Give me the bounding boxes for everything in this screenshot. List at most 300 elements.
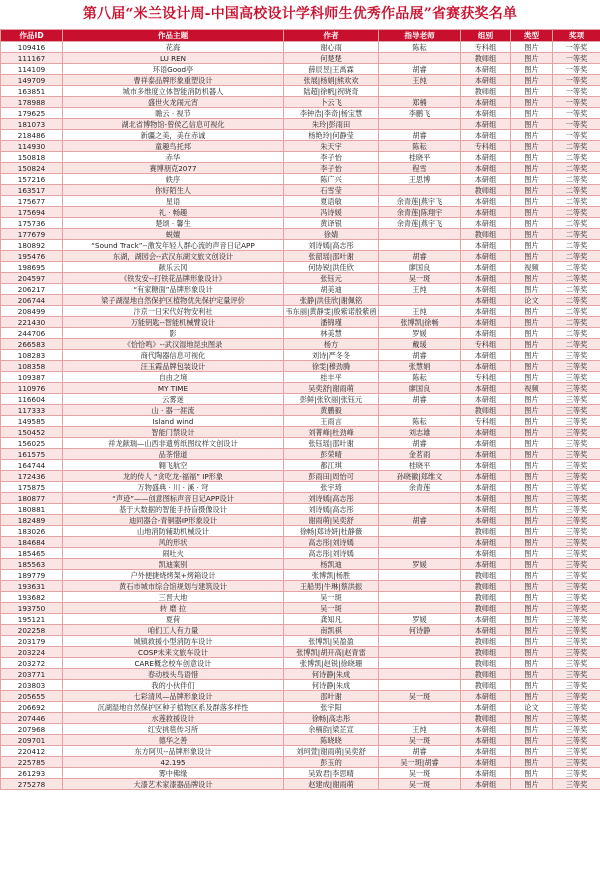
cell-id: 206217 <box>1 284 63 295</box>
header-type: 类型 <box>511 30 553 42</box>
cell-type: 图片 <box>511 581 553 592</box>
cell-teacher <box>379 86 461 97</box>
cell-teacher <box>379 570 461 581</box>
cell-award: 三等奖 <box>553 669 600 680</box>
cell-theme: 花海 <box>63 42 284 53</box>
cell-award: 三等奖 <box>553 647 600 658</box>
table-row <box>1 383 600 394</box>
cell-award: 三等奖 <box>553 691 600 702</box>
table-row <box>1 229 600 240</box>
cell-id: 181073 <box>1 119 63 130</box>
cell-id: 150452 <box>1 427 63 438</box>
table-row <box>1 174 600 185</box>
cell-group: 本研组 <box>461 427 511 438</box>
cell-theme: 城市多维度立体智能消防机器人 <box>63 86 284 97</box>
cell-award: 三等奖 <box>553 603 600 614</box>
cell-theme: 迪同器合-青铜器IP形象设计 <box>63 515 284 526</box>
table-row <box>1 449 600 460</box>
cell-group: 教师组 <box>461 86 511 97</box>
cell-theme: 曹祥泰品牌形象重塑设计 <box>63 75 284 86</box>
cell-id: 185465 <box>1 548 63 559</box>
cell-author: 谢心雨 <box>284 42 379 53</box>
cell-group: 本研组 <box>461 64 511 75</box>
table-row <box>1 636 600 647</box>
cell-id: 193682 <box>1 592 63 603</box>
cell-author: 刘诗|严冬冬 <box>284 350 379 361</box>
cell-author: 刘菁峰|杜劲峰 <box>284 427 379 438</box>
table-row <box>1 372 600 383</box>
cell-award: 三等奖 <box>553 680 600 691</box>
table-row <box>1 779 600 790</box>
cell-teacher <box>379 53 461 64</box>
cell-award: 三等奖 <box>553 394 600 405</box>
cell-award: 三等奖 <box>553 372 600 383</box>
cell-group: 本研组 <box>461 284 511 295</box>
cell-group: 本研组 <box>461 196 511 207</box>
cell-teacher: 胡睿 <box>379 438 461 449</box>
table-row <box>1 493 600 504</box>
cell-author: 谢雨萌|吴奕舒 <box>284 515 379 526</box>
cell-type: 图片 <box>511 746 553 757</box>
cell-group: 本研组 <box>461 515 511 526</box>
cell-group: 本研组 <box>461 559 511 570</box>
cell-id: 180877 <box>1 493 63 504</box>
cell-teacher: 廖国良 <box>379 262 461 273</box>
cell-theme: “声迹”——创意图标声音日记APP设计 <box>63 493 284 504</box>
cell-theme: COSP未来文旅车设计 <box>63 647 284 658</box>
cell-type: 图片 <box>511 735 553 746</box>
cell-theme: 轶序 <box>63 174 284 185</box>
cell-theme: 红安挑毯传习所 <box>63 724 284 735</box>
cell-author: 何楚楚 <box>284 53 379 64</box>
cell-group: 教师组 <box>461 526 511 537</box>
cell-group: 本研组 <box>461 119 511 130</box>
cell-type: 图片 <box>511 592 553 603</box>
cell-group: 本研组 <box>461 724 511 735</box>
table-header-row <box>1 30 600 42</box>
cell-award: 一等奖 <box>553 119 600 130</box>
cell-teacher: 胡睿 <box>379 515 461 526</box>
cell-award: 一等奖 <box>553 108 600 119</box>
cell-id: 195476 <box>1 251 63 262</box>
cell-group: 本研组 <box>461 317 511 328</box>
cell-award: 三等奖 <box>553 548 600 559</box>
cell-id: 156025 <box>1 438 63 449</box>
cell-group: 本研组 <box>461 482 511 493</box>
cell-teacher: 程雪 <box>379 163 461 174</box>
table-row <box>1 702 600 713</box>
cell-teacher <box>379 592 461 603</box>
cell-theme: 云雾迷 <box>63 394 284 405</box>
cell-author: 黄鹏毅 <box>284 405 379 416</box>
cell-group: 本研组 <box>461 152 511 163</box>
cell-group: 教师组 <box>461 636 511 647</box>
cell-award: 二等奖 <box>553 251 600 262</box>
cell-type: 图片 <box>511 53 553 64</box>
cell-type: 图片 <box>511 559 553 570</box>
cell-id: 193631 <box>1 581 63 592</box>
cell-teacher: 胡睿 <box>379 394 461 405</box>
cell-teacher: 王纯 <box>379 724 461 735</box>
cell-type: 图片 <box>511 405 553 416</box>
cell-id: 184684 <box>1 537 63 548</box>
table-row <box>1 537 600 548</box>
cell-award: 三等奖 <box>553 746 600 757</box>
cell-author: 何诗静|朱成 <box>284 669 379 680</box>
table-row <box>1 735 600 746</box>
cell-teacher <box>379 647 461 658</box>
cell-group: 本研组 <box>461 394 511 405</box>
cell-type: 图片 <box>511 658 553 669</box>
cell-theme: 风的形状 <box>63 537 284 548</box>
cell-group: 专科组 <box>461 416 511 427</box>
cell-theme: 龙的传人 “贪吃龙-福福” IP形象 <box>63 471 284 482</box>
cell-theme: 瞻云 · 视节 <box>63 108 284 119</box>
cell-theme: 咱们工人有力量 <box>63 625 284 636</box>
cell-award: 三等奖 <box>553 427 600 438</box>
cell-author: 张博凯|胡开高|赵青雷 <box>284 647 379 658</box>
cell-type: 图片 <box>511 691 553 702</box>
table-row <box>1 284 600 295</box>
cell-author: 张钰元 <box>284 273 379 284</box>
cell-author: 张博凯|赵锐|徐晓珊 <box>284 658 379 669</box>
cell-author: 彭荣晴 <box>284 449 379 460</box>
cell-id: 203224 <box>1 647 63 658</box>
cell-theme: 转 磨 拉 <box>63 603 284 614</box>
table-row <box>1 328 600 339</box>
cell-group: 本研组 <box>461 97 511 108</box>
cell-award: 一等奖 <box>553 97 600 108</box>
cell-award: 三等奖 <box>553 592 600 603</box>
cell-type: 图片 <box>511 647 553 658</box>
cell-type: 图片 <box>511 504 553 515</box>
cell-id: 161575 <box>1 449 63 460</box>
table-row <box>1 724 600 735</box>
cell-author: 夏语敏 <box>284 196 379 207</box>
cell-award: 一等奖 <box>553 42 600 53</box>
cell-award: 三等奖 <box>553 724 600 735</box>
cell-theme: 智能门禁设计 <box>63 427 284 438</box>
cell-type: 图片 <box>511 372 553 383</box>
cell-id: 221430 <box>1 317 63 328</box>
cell-theme: 童趣鸟托邦 <box>63 141 284 152</box>
cell-group: 本研组 <box>461 130 511 141</box>
cell-id: 180892 <box>1 240 63 251</box>
cell-teacher: 金茗雨 <box>379 449 461 460</box>
cell-theme: 你好陌生人 <box>63 185 284 196</box>
cell-theme: 沉湖湿地自然保护区种子植物区系及群落多样性 <box>63 702 284 713</box>
table-row <box>1 306 600 317</box>
cell-teacher <box>379 119 461 130</box>
cell-award: 三等奖 <box>553 493 600 504</box>
cell-type: 图片 <box>511 97 553 108</box>
cell-group: 本研组 <box>461 328 511 339</box>
cell-theme: 品茶惜道 <box>63 449 284 460</box>
cell-author: 潘锦瑾 <box>284 317 379 328</box>
cell-award: 三等奖 <box>553 460 600 471</box>
cell-id: 189779 <box>1 570 63 581</box>
cell-teacher: 郑楠 <box>379 97 461 108</box>
cell-teacher: 桂晓平 <box>379 460 461 471</box>
cell-type: 图片 <box>511 680 553 691</box>
table-row <box>1 570 600 581</box>
table-row <box>1 130 600 141</box>
cell-group: 本研组 <box>461 295 511 306</box>
cell-type: 图片 <box>511 471 553 482</box>
cell-group: 本研组 <box>461 174 511 185</box>
cell-id: 109416 <box>1 42 63 53</box>
cell-id: 208499 <box>1 306 63 317</box>
cell-author: 桂丰平 <box>284 372 379 383</box>
cell-author: 张宇阳 <box>284 702 379 713</box>
cell-teacher <box>379 405 461 416</box>
cell-teacher <box>379 537 461 548</box>
cell-theme: 万物盛典 · 川 · 溪 · 穹 <box>63 482 284 493</box>
cell-group: 本研组 <box>461 702 511 713</box>
cell-award: 二等奖 <box>553 240 600 251</box>
cell-id: 110976 <box>1 383 63 394</box>
cell-type: 图片 <box>511 548 553 559</box>
cell-teacher <box>379 240 461 251</box>
cell-group: 教师组 <box>461 185 511 196</box>
cell-id: 225785 <box>1 757 63 768</box>
cell-teacher: 陈耘 <box>379 416 461 427</box>
cell-award: 二等奖 <box>553 141 600 152</box>
cell-author: 南凯祺 <box>284 625 379 636</box>
cell-theme: 户外便捷烧烤架+烤箱设计 <box>63 570 284 581</box>
table-row <box>1 669 600 680</box>
cell-id: 109387 <box>1 372 63 383</box>
cell-theme: 环语Good亭 <box>63 64 284 75</box>
cell-id: 177679 <box>1 229 63 240</box>
cell-teacher <box>379 295 461 306</box>
cell-author: 杨方 <box>284 339 379 350</box>
cell-author: 韦东丽|黄静雯|殷紫诺殷紫函 <box>285 306 377 316</box>
cell-teacher <box>379 636 461 647</box>
cell-theme: Island wind <box>63 416 284 427</box>
cell-theme: 黄石市城市综合馆规划与建筑设计 <box>63 581 284 592</box>
cell-teacher: 吴一斑 <box>379 735 461 746</box>
cell-award: 一等奖 <box>553 130 600 141</box>
cell-type: 视频 <box>511 262 553 273</box>
cell-teacher: 王纯 <box>379 306 461 317</box>
cell-type: 图片 <box>511 229 553 240</box>
table-body <box>1 42 600 790</box>
cell-theme: 《恰恰鸣》--武汉湿地昆虫图录 <box>63 339 284 350</box>
cell-type: 图片 <box>511 42 553 53</box>
cell-author: 王雨言 <box>284 416 379 427</box>
table-row <box>1 438 600 449</box>
cell-award: 二等奖 <box>553 273 600 284</box>
cell-theme: 闹吐火 <box>63 548 284 559</box>
cell-theme: LU REN <box>63 53 284 64</box>
table-row <box>1 163 600 174</box>
cell-theme: 梁子湖湿地自然保护区植物优先保护定量评价 <box>63 295 284 306</box>
cell-award: 三等奖 <box>553 482 600 493</box>
cell-type: 图片 <box>511 251 553 262</box>
cell-teacher: 罗媛 <box>379 614 461 625</box>
cell-theme: 山地消防辅助机械设计 <box>63 526 284 537</box>
cell-author: 刘诗嫣|高志彤 <box>284 493 379 504</box>
cell-author: 彭雨田|周怡可 <box>284 471 379 482</box>
cell-teacher: 胡睿 <box>379 746 461 757</box>
cell-theme: “有家糖面”品牌形象设计 <box>63 284 284 295</box>
cell-award: 三等奖 <box>553 537 600 548</box>
cell-group: 本研组 <box>461 460 511 471</box>
cell-id: 202258 <box>1 625 63 636</box>
cell-author: 张展|杨娟|熊欢欢 <box>284 75 379 86</box>
cell-theme: 赤华 <box>63 152 284 163</box>
cell-award: 二等奖 <box>553 163 600 174</box>
cell-award: 一等奖 <box>553 64 600 75</box>
cell-theme: 基于大数据的智能手持盲摄像设计 <box>63 504 284 515</box>
cell-type: 图片 <box>511 339 553 350</box>
cell-teacher: 余青莲|燕宇飞 <box>379 196 461 207</box>
cell-group: 本研组 <box>461 163 511 174</box>
table-row <box>1 427 600 438</box>
cell-group: 本研组 <box>461 218 511 229</box>
cell-teacher <box>379 669 461 680</box>
cell-teacher <box>379 526 461 537</box>
cell-author: 杨凯迪 <box>284 559 379 570</box>
cell-id: 111167 <box>1 53 63 64</box>
cell-group: 本研组 <box>461 383 511 394</box>
cell-type: 图片 <box>511 449 553 460</box>
cell-type: 图片 <box>511 240 553 251</box>
cell-award: 三等奖 <box>553 581 600 592</box>
cell-teacher <box>379 702 461 713</box>
cell-group: 本研组 <box>461 306 511 317</box>
table-row <box>1 64 600 75</box>
cell-type: 图片 <box>511 174 553 185</box>
table-row <box>1 240 600 251</box>
cell-author: 徐婧 <box>284 229 379 240</box>
cell-id: 193750 <box>1 603 63 614</box>
cell-teacher: 张博凯|徐畅 <box>379 317 461 328</box>
cell-type: 图片 <box>511 119 553 130</box>
cell-author: 王船男|牛琳|蔡洪振 <box>284 581 379 592</box>
cell-group: 教师组 <box>461 603 511 614</box>
cell-type: 图片 <box>511 350 553 361</box>
table-row <box>1 295 600 306</box>
cell-award: 三等奖 <box>553 504 600 515</box>
table-row <box>1 515 600 526</box>
cell-group: 教师组 <box>461 658 511 669</box>
cell-type: 图片 <box>511 603 553 614</box>
cell-author: 胡美迪 <box>284 284 379 295</box>
cell-award: 三等奖 <box>553 361 600 372</box>
cell-teacher: 陈耘 <box>379 42 461 53</box>
cell-author: 张静|洪佳欣|谢佩铭 <box>284 295 379 306</box>
table-row <box>1 152 600 163</box>
cell-teacher <box>379 493 461 504</box>
cell-award: 三等奖 <box>553 559 600 570</box>
cell-type: 图片 <box>511 427 553 438</box>
table-row <box>1 581 600 592</box>
cell-group: 本研组 <box>461 262 511 273</box>
cell-type: 图片 <box>511 163 553 174</box>
table-row <box>1 504 600 515</box>
cell-type: 图片 <box>511 284 553 295</box>
cell-id: 185563 <box>1 559 63 570</box>
table-row <box>1 108 600 119</box>
cell-author: 林美慧 <box>284 328 379 339</box>
table-row <box>1 394 600 405</box>
cell-type: 论文 <box>511 295 553 306</box>
cell-award: 三等奖 <box>553 570 600 581</box>
cell-theme: 德华之善 <box>63 735 284 746</box>
table-row <box>1 757 600 768</box>
cell-award: 三等奖 <box>553 702 600 713</box>
cell-author: 何诗静|朱成 <box>284 680 379 691</box>
table-row <box>1 251 600 262</box>
cell-author: 李子怡 <box>284 163 379 174</box>
cell-author: 邵叶谢 <box>284 691 379 702</box>
cell-group: 本研组 <box>461 493 511 504</box>
cell-type: 图片 <box>511 768 553 779</box>
cell-group: 本研组 <box>461 614 511 625</box>
cell-group: 本研组 <box>461 251 511 262</box>
table-row <box>1 548 600 559</box>
cell-award: 三等奖 <box>553 625 600 636</box>
cell-id: 108358 <box>1 361 63 372</box>
cell-type: 图片 <box>511 86 553 97</box>
cell-teacher: 余青莲|燕宇飞 <box>379 218 461 229</box>
cell-teacher <box>379 548 461 559</box>
cell-teacher: 王思博 <box>379 174 461 185</box>
cell-group: 本研组 <box>461 691 511 702</box>
cell-teacher: 廖国良 <box>379 383 461 394</box>
table-row <box>1 526 600 537</box>
cell-type: 图片 <box>511 207 553 218</box>
cell-teacher: 吴一斑 <box>379 768 461 779</box>
table-row <box>1 614 600 625</box>
cell-theme: CARE概念校车创意设计 <box>63 658 284 669</box>
cell-author: 卜云飞 <box>284 97 379 108</box>
cell-theme: 影 <box>63 328 284 339</box>
cell-id: 150824 <box>1 163 63 174</box>
cell-award: 三等奖 <box>553 735 600 746</box>
cell-group: 本研组 <box>461 471 511 482</box>
cell-teacher: 罗媛 <box>379 328 461 339</box>
cell-group: 本研组 <box>461 438 511 449</box>
cell-award: 二等奖 <box>553 284 600 295</box>
cell-id: 203771 <box>1 669 63 680</box>
cell-group: 教师组 <box>461 669 511 680</box>
cell-award: 三等奖 <box>553 658 600 669</box>
cell-type: 图片 <box>511 614 553 625</box>
table-row <box>1 625 600 636</box>
cell-id: 203803 <box>1 680 63 691</box>
cell-theme: MY TIME <box>63 383 284 394</box>
cell-id: 206692 <box>1 702 63 713</box>
cell-theme: 山 · 器一涯流 <box>63 405 284 416</box>
cell-award: 二等奖 <box>553 262 600 273</box>
cell-theme: 湖北省博物馆-曾侯乙信息可视化 <box>63 119 284 130</box>
cell-type: 图片 <box>511 141 553 152</box>
cell-theme: 汴京一日宋代好物安利社 <box>63 306 284 317</box>
cell-theme: 雾中佛缘 <box>63 768 284 779</box>
cell-group: 本研组 <box>461 548 511 559</box>
cell-group: 本研组 <box>461 625 511 636</box>
table-row <box>1 350 600 361</box>
cell-id: 209701 <box>1 735 63 746</box>
cell-award: 一等奖 <box>553 75 600 86</box>
table-row <box>1 647 600 658</box>
cell-award: 二等奖 <box>553 218 600 229</box>
table-row <box>1 471 600 482</box>
cell-id: 205655 <box>1 691 63 702</box>
